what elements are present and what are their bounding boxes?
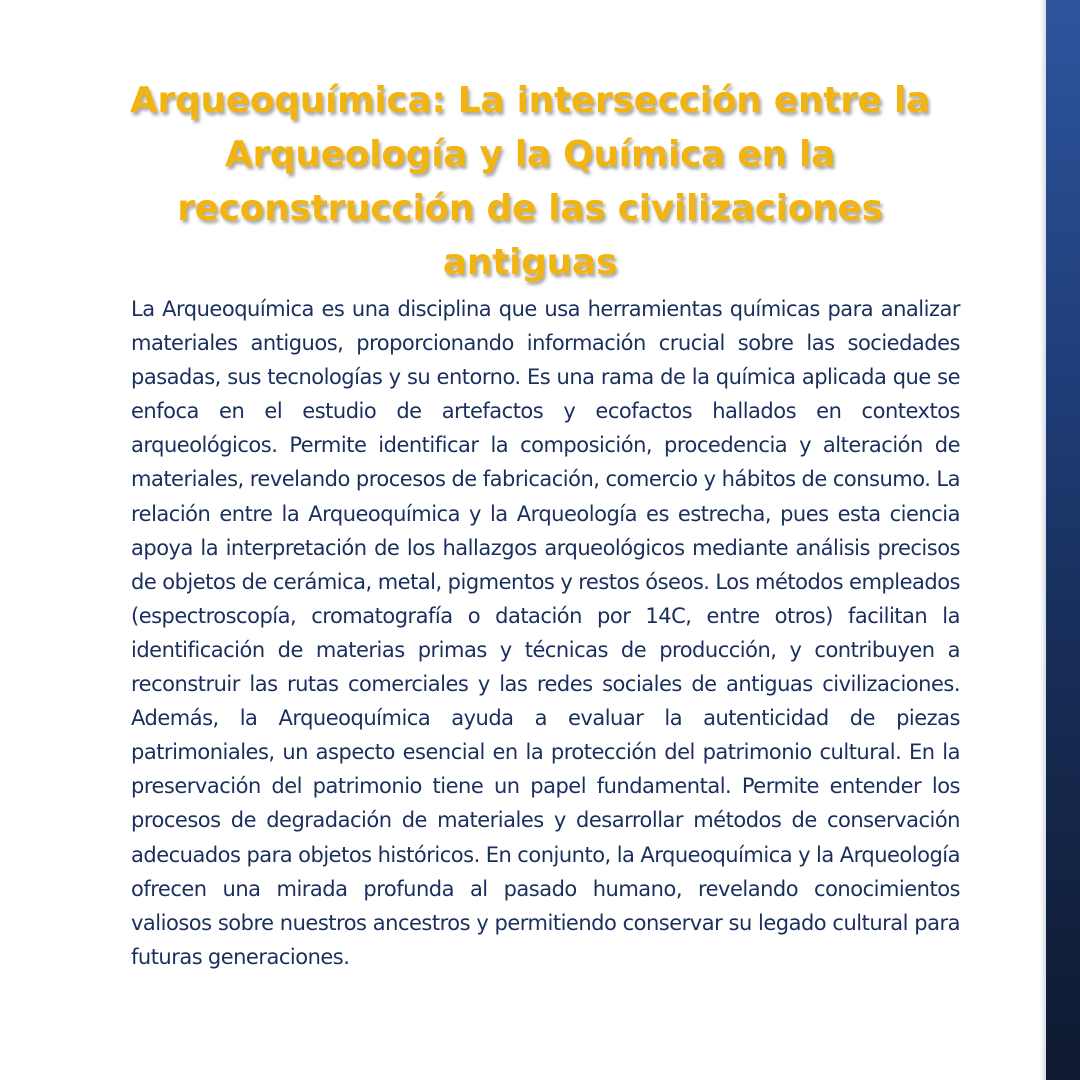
document-title: Arqueoquímica: La intersección entre la Arqueología y la Química en la reconstrucción de las civilizaciones antiguas	[129, 80, 931, 283]
document-body-paragraph: La Arqueoquímica es una disciplina que usa herramientas químicas para analizar materiales antiguos, proporcionando información crucial sobre las sociedades pasadas, sus tecnologías y su entorno. Es una rama de la química aplicada que se enfoca en el estudio de artefactos y ecofactos hallados en contextos arqueológicos. Permite identificar la composición, procedencia y alteración de materiales, revelando procesos de fabricación, comercio y hábitos de consumo. La relación entre la Arqueoquímica y la Arqueología es estrecha, pues esta ciencia apoya la interpretación de los hallazgos arqueológicos mediante análisis precisos de objetos de cerámica, metal, pigmentos y restos óseos. Los métodos empleados (espectroscopía, cromatografía o datación por 14C, entre otros) facilitan la identificación de materias primas y técnicas de producción, y contribuyen a reconstruir las rutas comerciales y las redes sociales de antiguas civilizaciones. Además, la Arqueoquímica ayuda a evaluar la autenticidad de piezas patrimoniales, un aspecto esencial en la protección del patrimonio cultural. En la preservación del patrimonio tiene un papel fundamental. Permite entender los procesos de degradación de materiales y desarrollar métodos de conservación adecuados para objetos históricos. En conjunto, la Arqueoquímica y la Arqueología ofrecen una mirada profunda al pasado humano, revelando conocimientos valiosos sobre nuestros ancestros y permitiendo conservar su legado cultural para futuras generaciones.	[131, 297, 960, 969]
decorative-side-bar	[1046, 0, 1080, 1080]
